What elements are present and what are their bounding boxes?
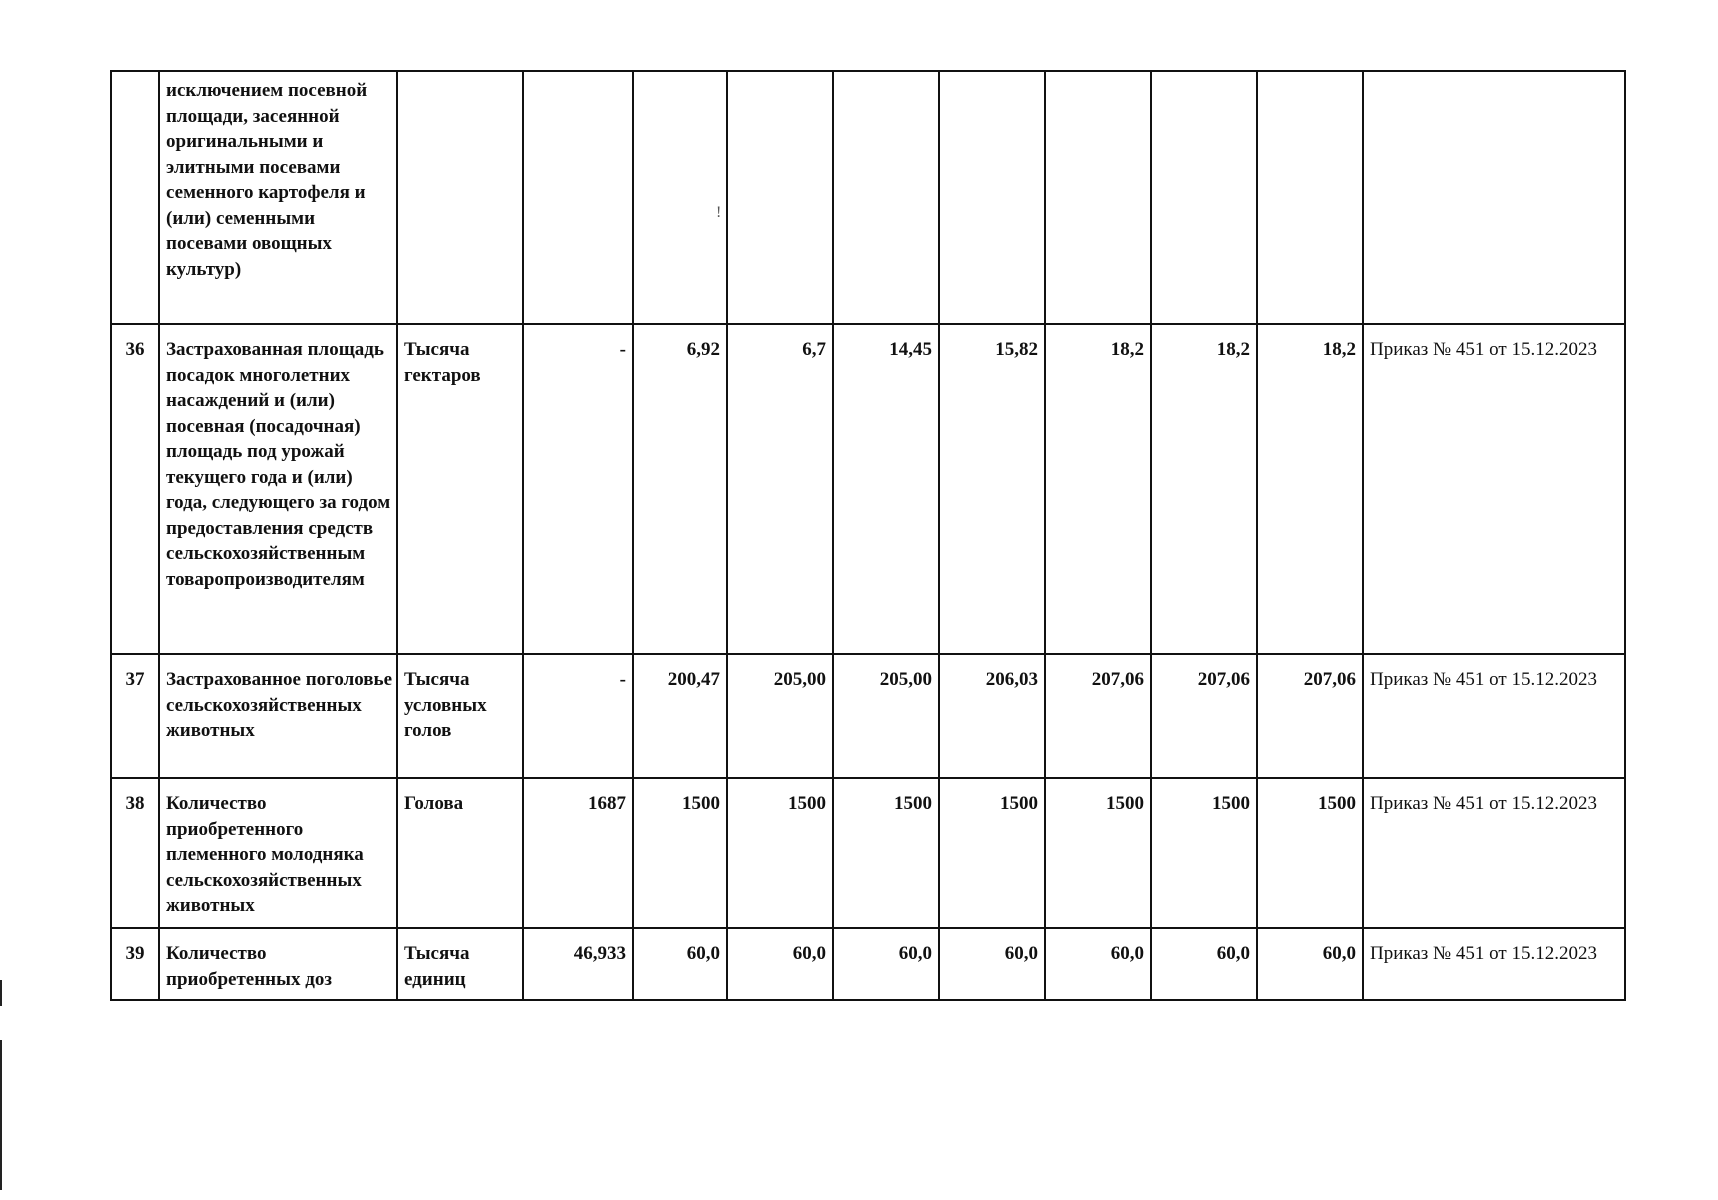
indicator-name: Количество приобретенного племенного молодняка сельскохозяйственных животных [159, 778, 397, 928]
scan-edge-mark [0, 1040, 2, 1190]
value-cell: 207,06 [1151, 654, 1257, 778]
value-cell: 60,0 [833, 928, 939, 1000]
value-cell: 6,92 [633, 324, 727, 654]
table-row [111, 324, 1625, 654]
value-cell: 60,0 [1045, 928, 1151, 1000]
source-document: Приказ № 451 от 15.12.2023 [1363, 654, 1625, 778]
value-cell: 18,2 [1257, 324, 1363, 654]
value-cell: 200,47 [633, 654, 727, 778]
value-cell: 15,82 [939, 324, 1045, 654]
table-row [111, 928, 1625, 1000]
value-cell [1257, 71, 1363, 324]
row-number [111, 71, 159, 324]
value-cell: 6,7 [727, 324, 833, 654]
value-cell: 18,2 [1045, 324, 1151, 654]
value-cell: 207,06 [1045, 654, 1151, 778]
value-cell: 1500 [727, 778, 833, 928]
value-cell: 1500 [1045, 778, 1151, 928]
value-cell [633, 71, 727, 324]
value-cell: 1687 [523, 778, 633, 928]
row-number: 38 [111, 778, 159, 928]
value-cell: 60,0 [939, 928, 1045, 1000]
value-cell [1151, 71, 1257, 324]
row-number: 37 [111, 654, 159, 778]
value-cell: 1500 [1151, 778, 1257, 928]
unit-cell [397, 71, 523, 324]
indicator-name: Количество приобретенных доз [159, 928, 397, 1000]
table-row [111, 71, 1625, 324]
value-cell: 1500 [833, 778, 939, 928]
indicator-name: Застрахованная площадь посадок многолетних насаждений и (или) посевная (посадочная) площадь под урожай текущего года и (или) года, следующего за годом предоставления средств сельскохозяйственным товаропроизводителям [159, 324, 397, 654]
value-cell: 1500 [939, 778, 1045, 928]
unit-cell: Голова [397, 778, 523, 928]
value-cell: - [523, 324, 633, 654]
source-document: Приказ № 451 от 15.12.2023 [1363, 778, 1625, 928]
scan-edge-mark [0, 980, 2, 1006]
value-cell: 46,933 [523, 928, 633, 1000]
value-cell: 60,0 [1257, 928, 1363, 1000]
value-cell [727, 71, 833, 324]
unit-cell: Тысяча условных голов [397, 654, 523, 778]
row-number: 39 [111, 928, 159, 1000]
row-number: 36 [111, 324, 159, 654]
table-row [111, 654, 1625, 778]
value-cell: 206,03 [939, 654, 1045, 778]
value-cell: - [523, 654, 633, 778]
value-cell [833, 71, 939, 324]
value-cell: 14,45 [833, 324, 939, 654]
stray-mark: ! [716, 204, 722, 221]
indicator-name: Застрахованное поголовье сельскохозяйственных животных [159, 654, 397, 778]
value-cell: 205,00 [833, 654, 939, 778]
value-cell [939, 71, 1045, 324]
value-cell: 60,0 [633, 928, 727, 1000]
value-cell [523, 71, 633, 324]
source-document: Приказ № 451 от 15.12.2023 [1363, 928, 1625, 1000]
value-cell: 205,00 [727, 654, 833, 778]
value-cell: 60,0 [727, 928, 833, 1000]
indicator-name: исключением посевной площади, засеянной оригинальными и элитными посевами семенного картофеля и (или) семенными посевами овощных культур) [159, 71, 397, 324]
table-row [111, 778, 1625, 928]
value-cell: 207,06 [1257, 654, 1363, 778]
unit-cell: Тысяча единиц [397, 928, 523, 1000]
value-cell: 60,0 [1151, 928, 1257, 1000]
indicator-table [110, 70, 1626, 1001]
source-document [1363, 71, 1625, 324]
unit-cell: Тысяча гектаров [397, 324, 523, 654]
source-document: Приказ № 451 от 15.12.2023 [1363, 324, 1625, 654]
value-cell: 18,2 [1151, 324, 1257, 654]
value-cell: 1500 [633, 778, 727, 928]
value-cell: 1500 [1257, 778, 1363, 928]
value-cell [1045, 71, 1151, 324]
